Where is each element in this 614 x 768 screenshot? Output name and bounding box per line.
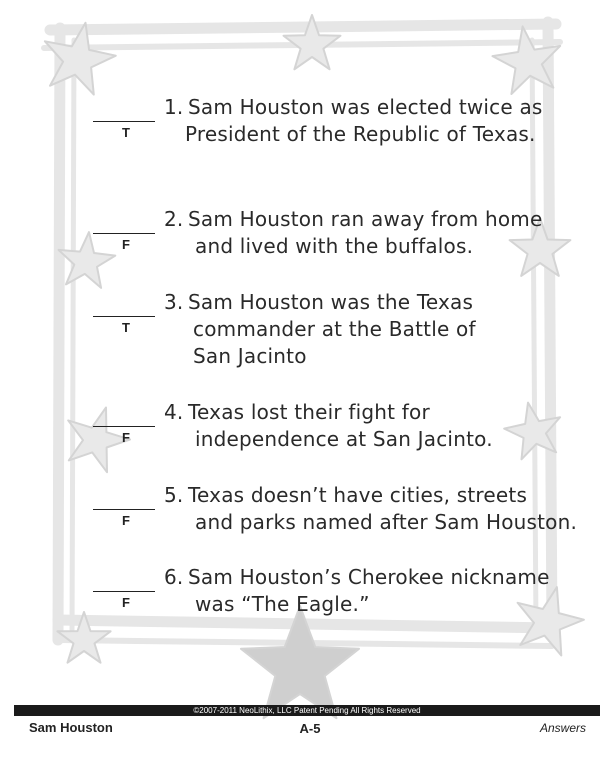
question-number: 4.	[164, 400, 184, 424]
question-text-line: Texas doesn’t have cities, streets	[188, 483, 528, 507]
answer-blank-line	[93, 316, 155, 317]
question-text-line: independence at San Jacinto.	[195, 427, 493, 451]
question-number: 5.	[164, 483, 184, 507]
answer-letter: F	[122, 595, 130, 610]
question-text-line: commander at the Battle of	[193, 317, 476, 341]
answer-letter: F	[122, 513, 130, 528]
question-text-line: and lived with the buffalos.	[195, 234, 474, 258]
question-text-line: San Jacinto	[193, 344, 307, 368]
copyright-bar: ©2007-2011 NeoLithix, LLC Patent Pending All Rights Reserved	[14, 705, 600, 716]
answer-blank-line	[93, 426, 155, 427]
answer-blank-line	[93, 121, 155, 122]
question-text-line: was “The Eagle.”	[195, 592, 370, 616]
answer-blank-line	[93, 233, 155, 234]
question-text-line: President of the Republic of Texas.	[185, 122, 536, 146]
question-text-line: Sam Houston’s Cherokee nickname	[188, 565, 550, 589]
footer-title: Sam Houston	[29, 720, 113, 735]
question-text-line: Sam Houston was elected twice as	[188, 95, 543, 119]
page-number: A-5	[299, 721, 321, 736]
question-text-line: and parks named after Sam Houston.	[195, 510, 578, 534]
footer-section: Answers	[539, 721, 586, 735]
answer-letter: T	[122, 125, 130, 140]
question-text-line: Sam Houston ran away from home	[188, 207, 543, 231]
question-number: 1.	[164, 95, 184, 119]
answer-blank-line	[93, 509, 155, 510]
answer-blank-line	[93, 591, 155, 592]
answer-letter: T	[122, 320, 130, 335]
star-icon	[59, 232, 116, 288]
answer-letter: F	[122, 237, 130, 252]
question-number: 3.	[164, 290, 184, 314]
question-text-line: Texas lost their fight for	[188, 400, 430, 424]
answer-letter: F	[122, 430, 130, 445]
question-text-line: Sam Houston was the Texas	[188, 290, 474, 314]
question-number: 2.	[164, 207, 184, 231]
question-number: 6.	[164, 565, 184, 589]
